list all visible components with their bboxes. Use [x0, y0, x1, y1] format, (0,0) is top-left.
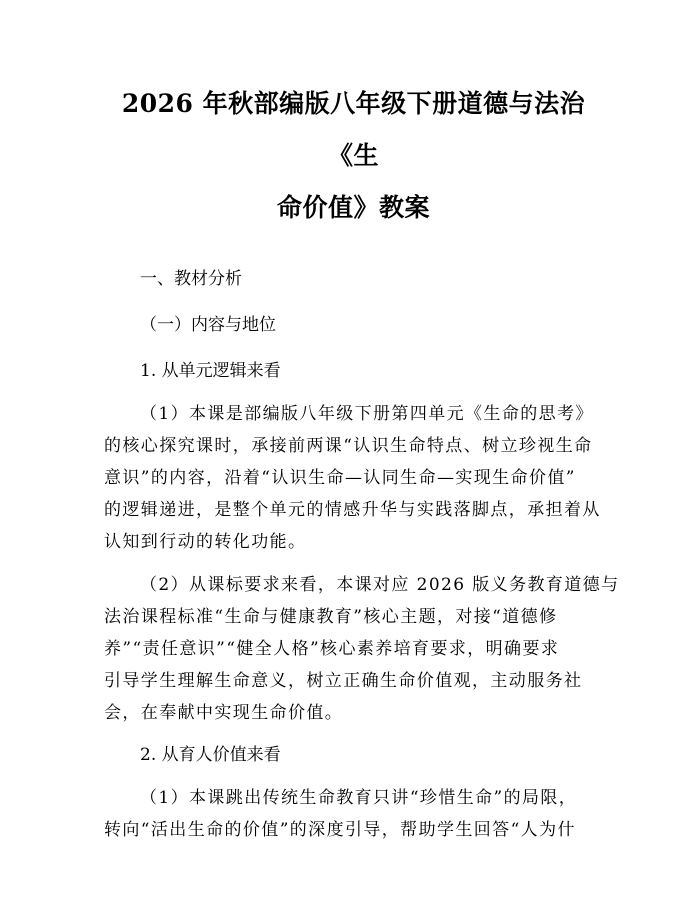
section-heading-1: 一、教材分析	[140, 269, 242, 289]
item-heading-2: 2. 从育人价值来看	[140, 745, 281, 765]
item-heading-1: 1. 从单元逻辑来看	[140, 361, 281, 381]
title-line-1: 2026 年秋部编版八年级下册道德与法治《生	[121, 89, 586, 170]
paragraph-2-line: 引导学生理解生命意义，树立正确生命价值观，主动服务社	[104, 671, 583, 691]
paragraph-2-line: 养”“责任意识”“健全人格”核心素养培育要求，明确要求	[104, 639, 560, 659]
paragraph-2-line: 会，在奉献中实现生命价值。	[104, 703, 344, 723]
paragraph-2-line: 法治课程标准“生命与健康教育”核心主题，对接“道德修	[104, 607, 558, 627]
paragraph-1-line: 意识”的内容，沿着“认识生命—认同生命—实现生命价值”	[104, 468, 576, 488]
paragraph-3-line: 转向“活出生命的价值”的深度引导，帮助学生回答“人为什	[104, 820, 576, 840]
paragraph-2	[104, 569, 620, 729]
paragraph-2-line: （2）从课标要求来看，本课对应 2026 版义务教育道德与	[140, 575, 620, 595]
paragraph-3-line: （1）本课跳出传统生命教育只讲“珍惜生命”的局限，	[140, 788, 578, 808]
paragraph-1-line: 的核心探究课时，承接前两课“认识生命特点、树立珍视生命	[104, 436, 593, 456]
subsection-heading-1: （一）内容与地位	[140, 315, 276, 335]
title-line-2: 命价值》教案	[276, 193, 430, 222]
paragraph-1	[104, 398, 603, 558]
paragraph-1-line: 的逻辑递进，是整个单元的情感升华与实践落脚点，承担着从	[104, 500, 601, 520]
document-title	[104, 78, 603, 234]
paragraph-3	[104, 782, 603, 846]
paragraph-1-line: （1）本课是部编版八年级下册第四单元《生命的思考》	[140, 404, 594, 424]
paragraph-1-line: 认知到行动的转化功能。	[104, 532, 307, 552]
